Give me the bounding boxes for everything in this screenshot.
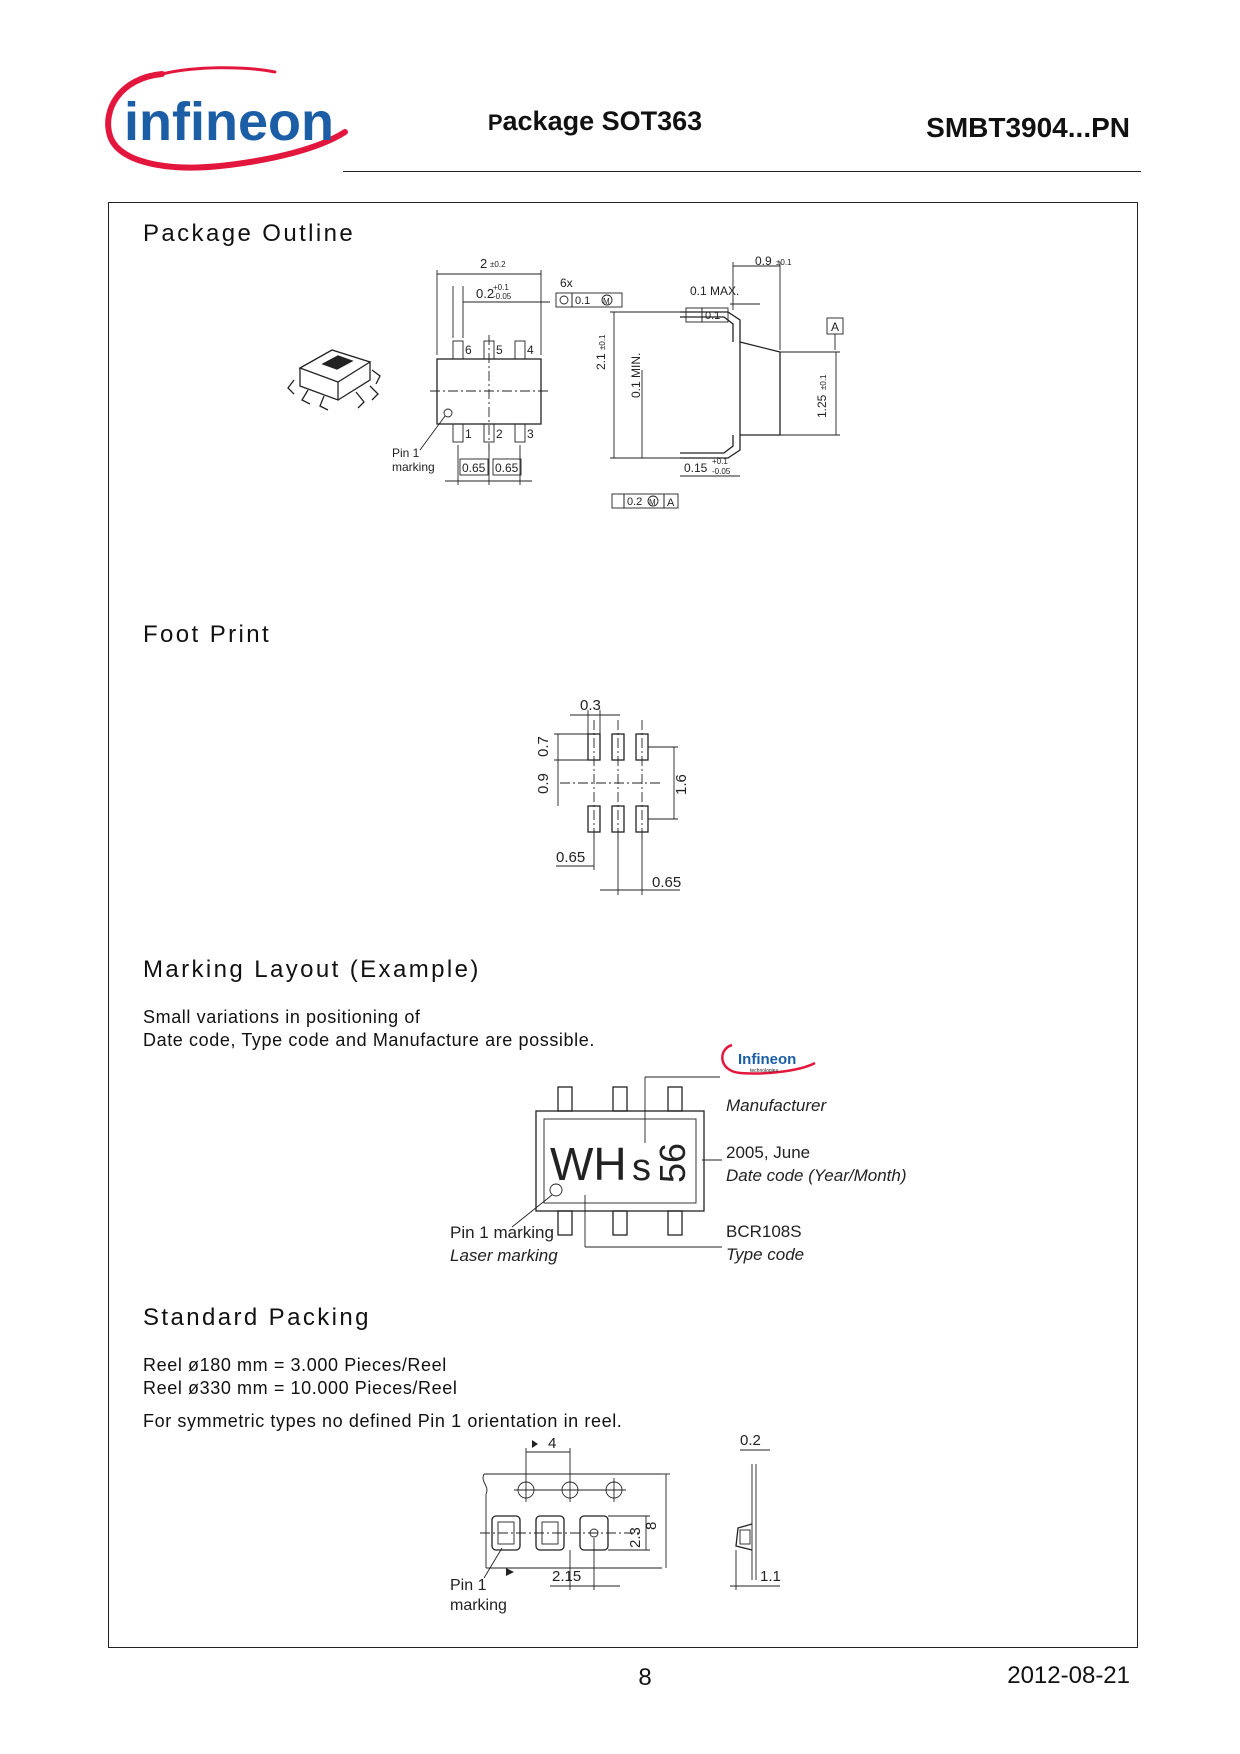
max-offset: 0.1 MAX. xyxy=(690,284,740,298)
header-rule xyxy=(343,171,1141,172)
pitch-2: 0.65 xyxy=(495,461,519,475)
pin1-label-line1: Pin 1 xyxy=(392,446,420,460)
section-marking-layout: Marking Layout (Example) xyxy=(143,956,481,983)
foot-thickness: 0.15 xyxy=(684,461,708,475)
section-foot-print: Foot Print xyxy=(143,621,272,648)
min-clearance: 0.1 MIN. xyxy=(629,352,643,398)
pad-width: 0.3 xyxy=(580,697,601,714)
symmetry-datum: A xyxy=(667,497,675,509)
symmetry-modifier: M xyxy=(649,498,656,507)
page-heading xyxy=(430,106,760,137)
date-example: 2005, June xyxy=(726,1143,811,1162)
infineon-logo xyxy=(100,62,350,180)
reel-330: Reel ø330 mm = 10.000 Pieces/Reel xyxy=(143,1378,458,1398)
outline-width-tol: ±0.2 xyxy=(490,260,506,269)
hole-pitch: 4 xyxy=(548,1435,557,1452)
position-modifier: M xyxy=(603,297,610,306)
heading-title: ackage SOT363 xyxy=(502,106,703,136)
reel-orientation-note: For symmetric types no defined Pin 1 orientation in reel. xyxy=(143,1411,623,1431)
pin-5: 5 xyxy=(496,343,503,357)
package-3d-view xyxy=(288,350,380,410)
pin1-dot xyxy=(444,409,452,417)
document-date: 2012-08-21 xyxy=(1007,1662,1130,1689)
tape-pin1-line1: Pin 1 xyxy=(450,1577,487,1594)
type-example: BCR108S xyxy=(726,1222,802,1241)
pad-span: 0.9 xyxy=(535,773,552,794)
logo-wordmark: infineon xyxy=(124,92,334,152)
marking-note-2: Date code, Type code and Manufacture are possible. xyxy=(143,1030,595,1050)
body-height: 1.25 xyxy=(815,394,829,418)
position-tolerance: 0.1 xyxy=(575,295,591,307)
row-spacing: 1.6 xyxy=(673,774,690,795)
chip-type-code: WH xyxy=(550,1138,627,1190)
pitch-b: 0.65 xyxy=(652,874,682,891)
mini-logo-sub: technologies xyxy=(750,1068,779,1074)
pad-length: 0.7 xyxy=(535,736,552,757)
chip-manufacturer-code: s xyxy=(632,1147,651,1189)
side-thickness: 0.9 xyxy=(755,254,772,268)
laser-marking-label: Laser marking xyxy=(450,1246,558,1265)
flatness-tol: 0.1 xyxy=(705,310,721,322)
datum-a: A xyxy=(831,320,840,334)
tape-width: 8 xyxy=(643,1521,660,1530)
pin-1: 1 xyxy=(465,427,472,441)
type-label: Type code xyxy=(726,1245,805,1264)
pocket-depth: 1.1 xyxy=(760,1568,781,1585)
footprint-drawing xyxy=(530,690,710,900)
tape-pin1-line2: marking xyxy=(450,1597,507,1614)
pin-2: 2 xyxy=(496,427,503,441)
date-label: Date code (Year/Month) xyxy=(726,1166,907,1185)
manufacturer-label: Manufacturer xyxy=(726,1096,827,1115)
marking-note-1: Small variations in positioning of xyxy=(143,1007,421,1027)
pin-3: 3 xyxy=(527,427,534,441)
pitch-a: 0.65 xyxy=(556,849,586,866)
symmetry-tol: 0.2 xyxy=(627,496,643,508)
cavity-pitch: 2.15 xyxy=(552,1568,582,1585)
pin1-marking-label: Pin 1 marking xyxy=(450,1223,554,1242)
tape-drawing xyxy=(440,1430,820,1620)
outline-width: 2 xyxy=(480,256,488,271)
tape-thickness: 0.2 xyxy=(740,1432,761,1449)
page-number: 8 xyxy=(638,1664,652,1691)
section-standard-packing: Standard Packing xyxy=(143,1304,371,1331)
lead-width-minus: -0.05 xyxy=(493,292,512,301)
pin1-label-line2: marking xyxy=(392,460,435,474)
lead-width: 0.2 xyxy=(476,286,495,301)
lead-width-plus: +0.1 xyxy=(493,283,509,292)
foot-thickness-plus: +0.1 xyxy=(712,457,728,466)
section-package-outline: Package Outline xyxy=(143,220,356,247)
side-view-body xyxy=(740,342,780,435)
part-number: SMBT3904...PN xyxy=(926,112,1130,143)
chip-date-code: 56 xyxy=(652,1142,693,1183)
reel-180: Reel ø180 mm = 3.000 Pieces/Reel xyxy=(143,1355,447,1375)
pin-6: 6 xyxy=(465,343,472,357)
side-thickness-tol: ±0.1 xyxy=(776,258,792,267)
body-height-tol: ±0.1 xyxy=(819,374,828,390)
package-outline-drawing xyxy=(280,250,880,530)
marking-drawing xyxy=(420,1035,940,1295)
mini-logo-text: Infineon xyxy=(738,1051,797,1068)
lead-count: 6x xyxy=(560,276,573,290)
foot-thickness-minus: -0.05 xyxy=(712,467,731,476)
cavity-height: 2.3 xyxy=(627,1527,644,1548)
pitch-1: 0.65 xyxy=(462,461,486,475)
total-height-tol: ±0.1 xyxy=(598,334,607,350)
total-height: 2.1 xyxy=(594,353,608,370)
pin-4: 4 xyxy=(527,343,534,357)
heading-prefix: P xyxy=(487,110,503,135)
